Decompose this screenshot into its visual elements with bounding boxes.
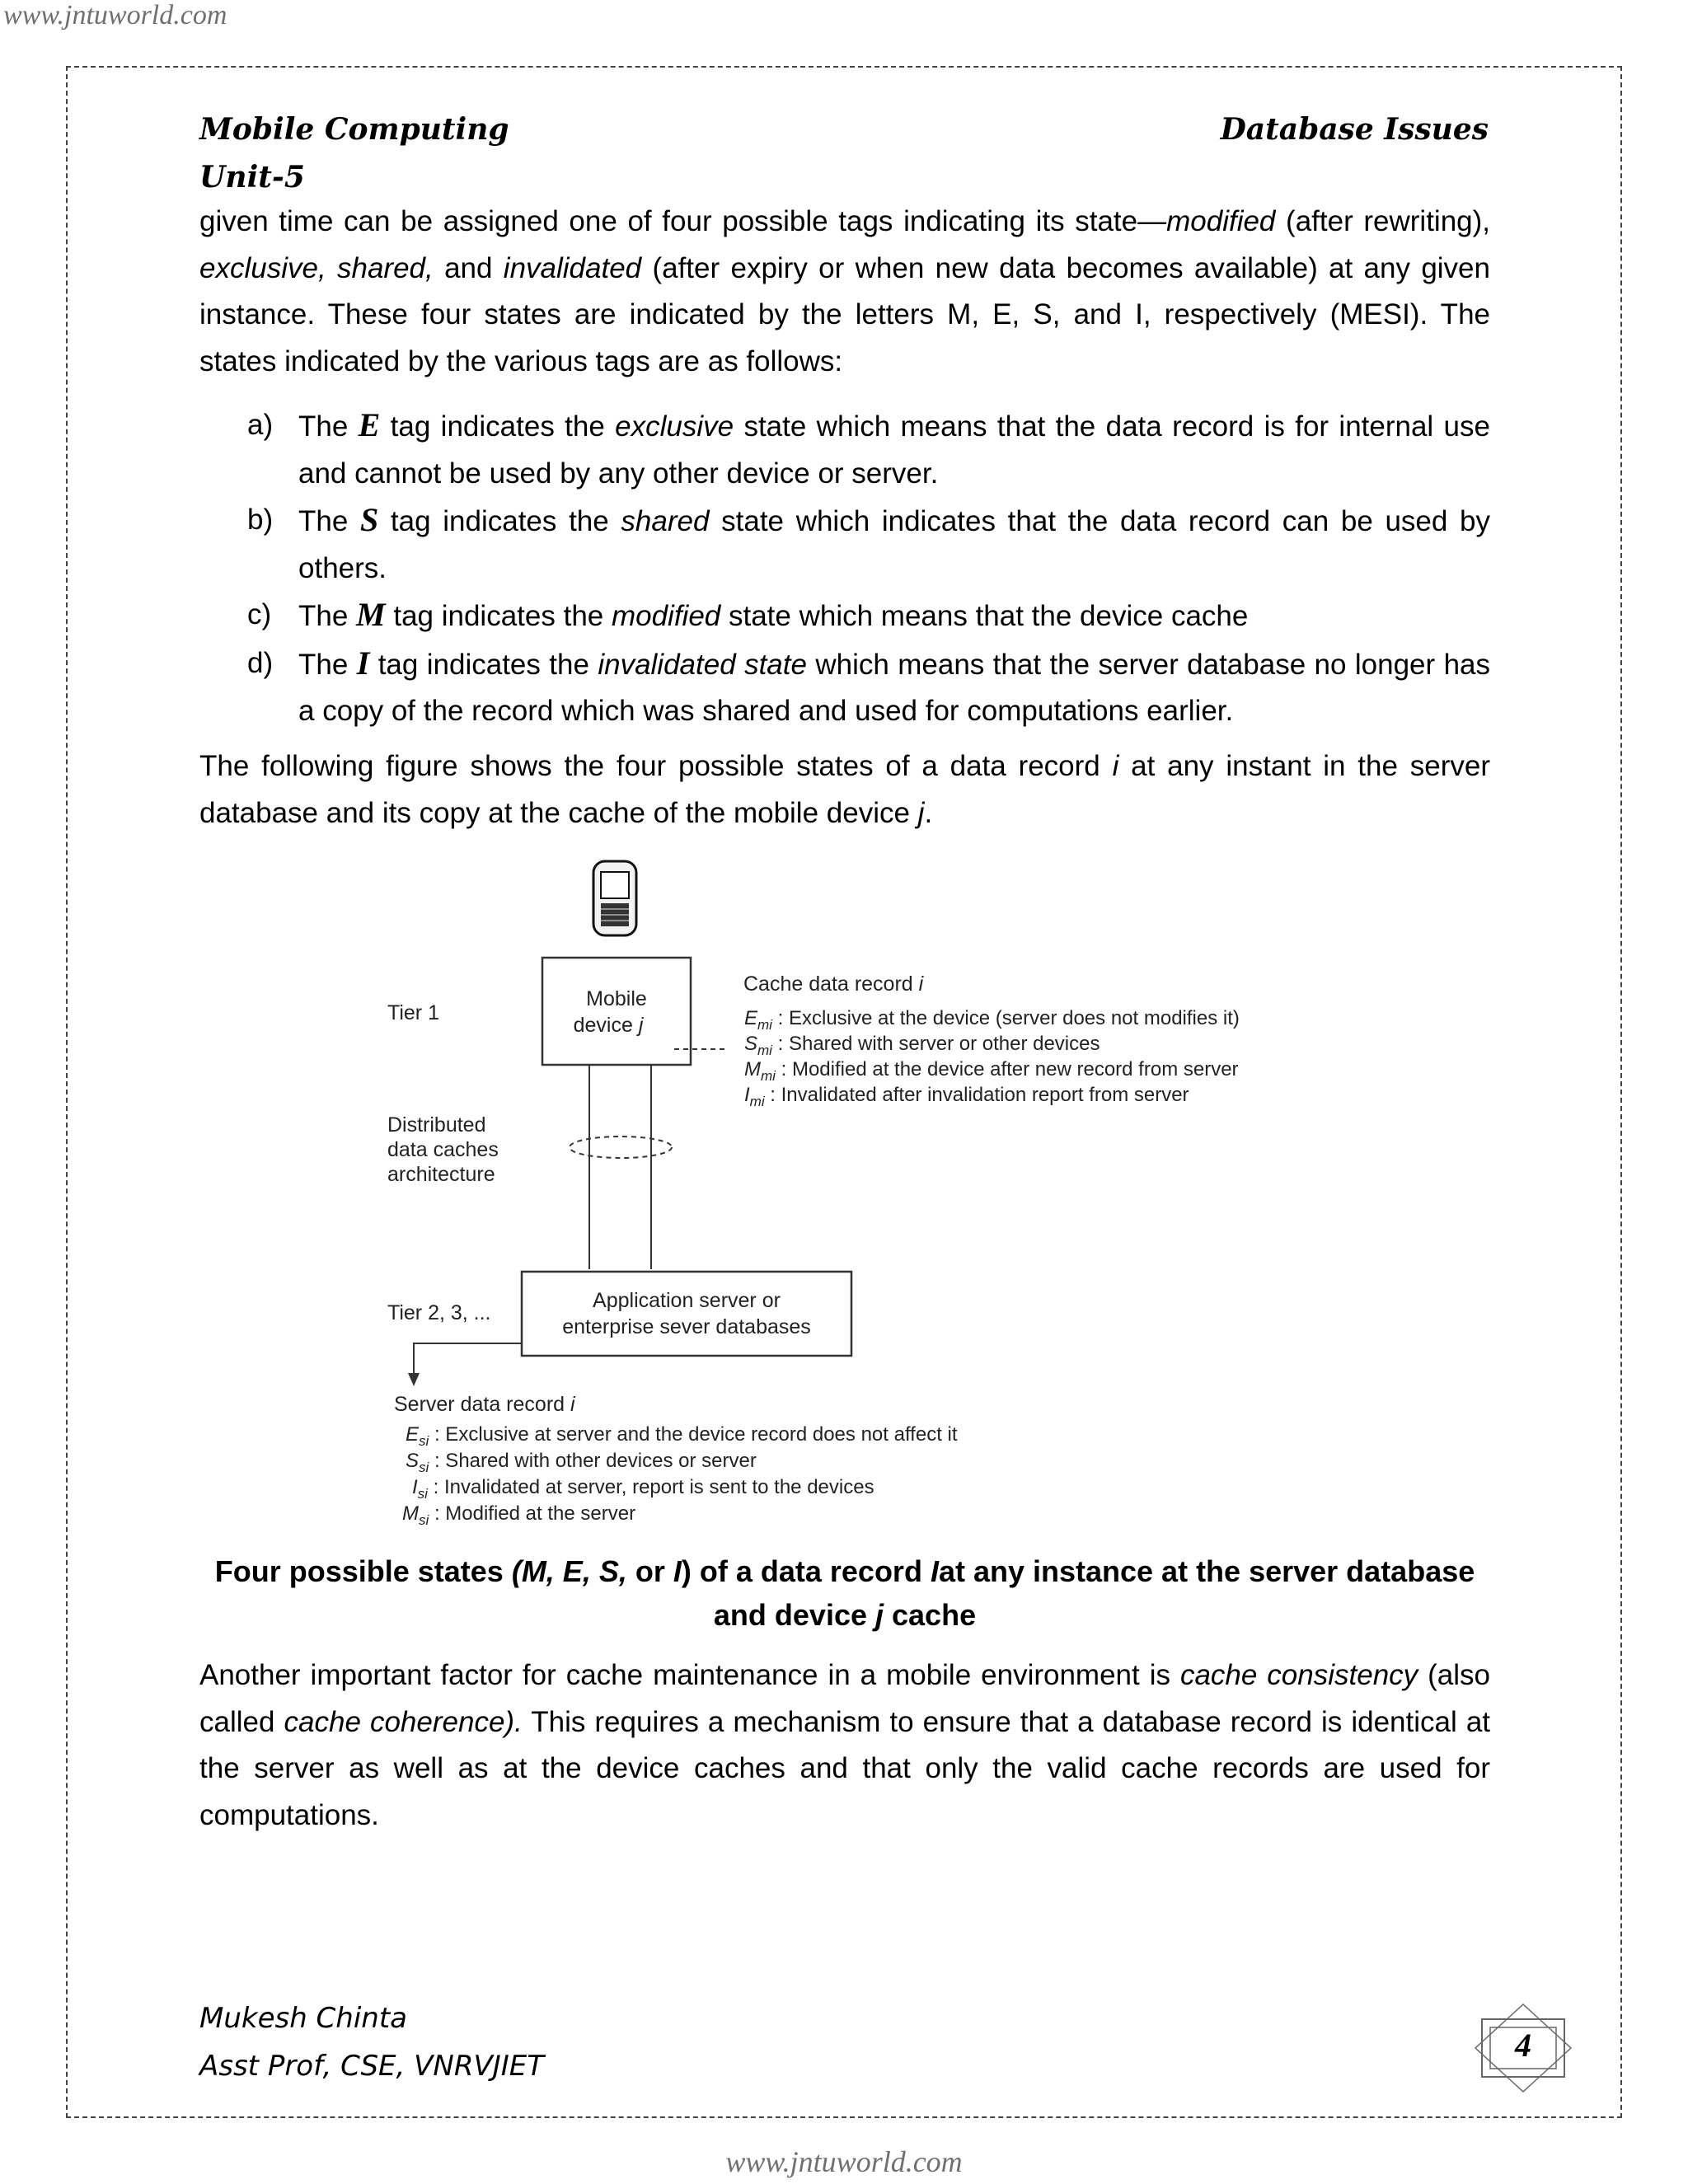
figure-caption: Four possible states (M, E, S, or I) of a data record Iat any instance at the server database and device j cache [214,1554,1475,1632]
list-item: d) The I tag indicates the invalidated state which means that the server database no longer has a copy of the record which was shared and used for computations earlier. [247,644,1490,727]
server-legend [402,1423,958,1528]
cache-record-title: Cache data record i [743,972,924,996]
cache-legend [744,1007,1240,1109]
distributed-label-2: data caches [387,1138,499,1161]
cache-consistency-paragraph: Another important factor for cache maintenance in a mobile environment is cache consistency (also called cache coherence). This requires a mechanism to ensure that a database record is identical at the server as well as at the device caches and that only the valid cache records are used for computations. [199,1659,1491,1831]
cache-legend-item: $S_{mi}$ : Shared with server or other devices [744,1033,1100,1058]
distributed-label-1: Distributed [387,1113,486,1137]
list-item: a) The E tag indicates the exclusive state which means that the data record is for internal use and cannot be used by any other device or server. [247,406,1490,490]
distributed-label-3: architecture [387,1163,495,1186]
figure-intro-paragraph: The following figure shows the four possible states of a data record i at any instant in the server database and its copy at the cache of the mobile device j. [199,750,1490,829]
distributed-cache-ellipse [570,1137,672,1158]
list-item: b) The S tag indicates the shared state which indicates that the data record can be used by others. [247,501,1491,584]
mobile-device-box [542,958,691,1065]
author-name: Mukesh Chinta [199,2002,408,2035]
server-legend-item: $S_{si}$ : Shared with other devices or server [406,1450,757,1475]
arrow-head-icon [408,1373,420,1386]
author-role: Asst Prof, CSE, VNRVJIET [199,2050,545,2083]
header-left [199,105,509,201]
server-legend-item: $M_{si}$ : Modified at the server [402,1502,636,1528]
server-legend-item: $E_{si}$ : Exclusive at server and the device record does not affect it [406,1423,958,1449]
app-server-label-2: enterprise sever databases [562,1315,811,1338]
list-item: c) The M tag indicates the modified state which means that the device cache [247,596,1249,633]
cache-legend-item: $M_{mi}$ : Modified at the device after new record from server [744,1058,1239,1084]
server-legend-item: $I_{si}$ : Invalidated at server, report is sent to the devices [412,1476,874,1502]
unit-label: Unit-5 [199,160,305,194]
mesi-architecture-figure [363,849,1335,1533]
course-title: Mobile Computing [199,112,509,147]
topic-title: Database Issues [1220,112,1489,147]
server-record-title: Server data record i [394,1393,575,1416]
site-watermark-top: www.jntuworld.com [3,0,227,30]
app-server-box [522,1272,851,1356]
cache-legend-item: $I_{mi}$ : Invalidated after invalidation report from server [744,1084,1189,1109]
author-block [199,1994,544,2090]
page-number: 4 [1515,2027,1531,2064]
mobile-phone-icon [593,861,636,935]
app-server-label: Application server or [593,1289,781,1312]
tier2-label: Tier 2, 3, ... [387,1301,491,1324]
cache-legend-item: $E_{mi}$ : Exclusive at the device (server does not modifies it) [744,1007,1240,1033]
mobile-device-label: Mobile [586,987,647,1010]
mesi-state-list [199,402,1490,735]
server-arrow [414,1343,522,1376]
mobile-device-label-2: device [573,1014,639,1037]
tier1-label: Tier 1 [387,1001,439,1024]
figure-svg [363,849,1335,1533]
svg-text:device j: device j [573,1014,644,1037]
site-watermark-bottom: www.jntuworld.com [725,2145,963,2178]
intro-paragraph: given time can be assigned one of four possible tags indicating its state—modified (after rewriting), exclusive, shared, and invalidated (after expiry or when new data becomes available) at any given instance. These four states are indicated by the letters M, E, S, and I, respectively (MESI). The states indicated by the various tags are as follows: [199,205,1491,377]
